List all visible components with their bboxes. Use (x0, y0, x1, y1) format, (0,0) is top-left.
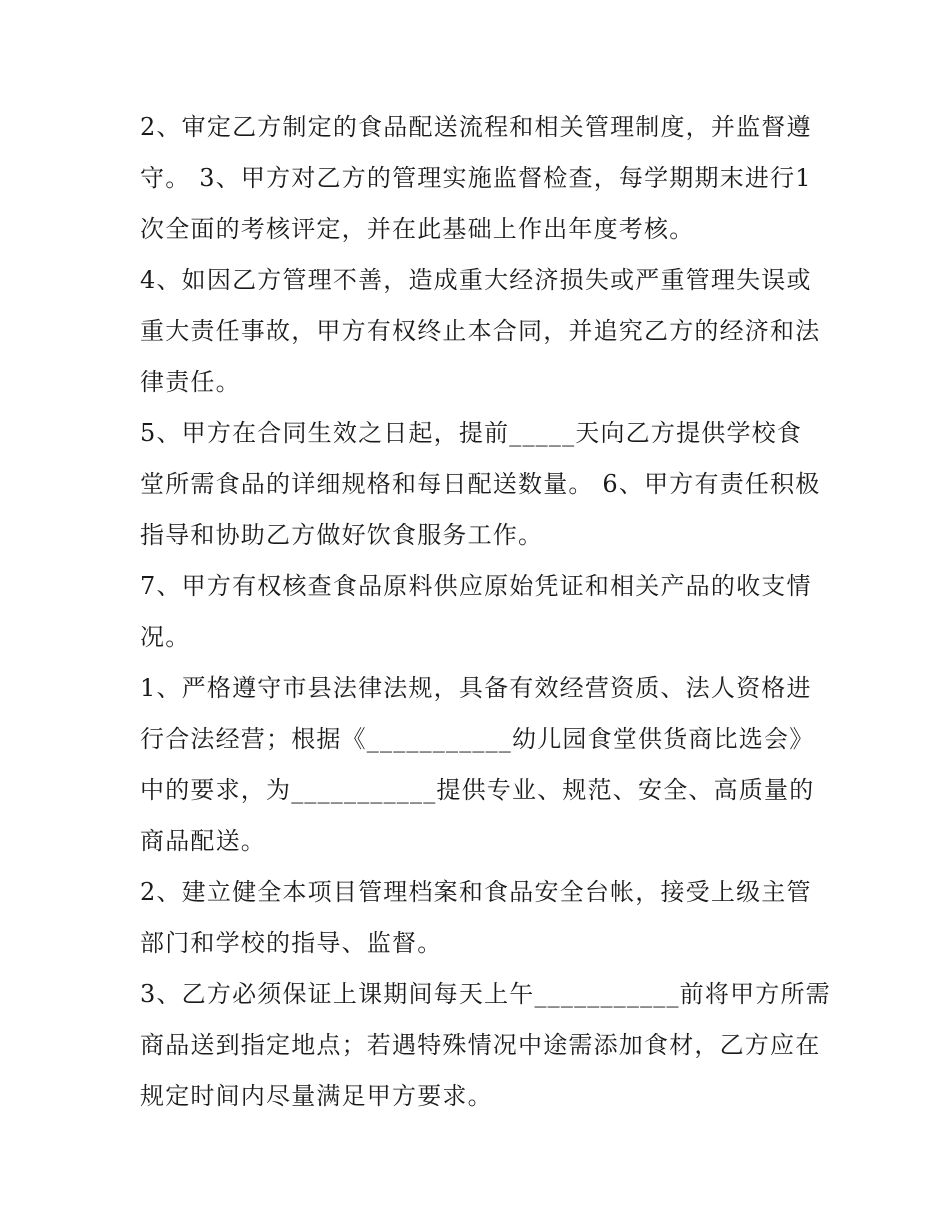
text-line: 商品送到指定地点；若遇特殊情况中途需添加食材，乙方应在 (140, 1031, 821, 1059)
text-line: 律责任。 (140, 368, 241, 396)
text-line: 2、审定乙方制定的食品配送流程和相关管理制度，并监督遵 (140, 113, 812, 141)
text-line: 7、甲方有权核查食品原料供应原始凭证和相关产品的收支情 (140, 572, 812, 600)
text-line: 堂所需食品的详细规格和每日配送数量。 6、甲方有责任积极 (140, 470, 821, 498)
text-line: 规定时间内尽量满足甲方要求。 (140, 1082, 493, 1110)
text-line: 2、建立健全本项目管理档案和食品安全台帐，接受上级主管 (140, 878, 812, 906)
text-line: 次全面的考核评定，并在此基础上作出年度考核。 (140, 215, 695, 243)
text-line: 行合法经营；根据《___________幼儿园食堂供货商比选会》 (140, 725, 815, 753)
text-line: 部门和学校的指导、监督。 (140, 929, 443, 957)
text-line: 5、甲方在合同生效之日起，提前_____天向乙方提供学校食 (140, 419, 803, 447)
document-body (140, 102, 831, 1122)
text-line: 中的要求，为___________提供专业、规范、安全、高质量的 (140, 776, 815, 804)
text-line: 3、乙方必须保证上课期间每天上午___________前将甲方所需 (140, 980, 831, 1008)
text-line: 指导和协助乙方做好饮食服务工作。 (140, 521, 544, 549)
text-line: 1、严格遵守市县法律法规，具备有效经营资质、法人资格进 (140, 674, 812, 702)
text-line: 重大责任事故，甲方有权终止本合同，并追究乙方的经济和法 (140, 317, 821, 345)
text-line: 守。 3、甲方对乙方的管理实施监督检查，每学期期末进行1 (140, 164, 812, 192)
text-line: 况。 (140, 623, 191, 651)
text-line: 商品配送。 (140, 827, 266, 855)
text-line: 4、如因乙方管理不善，造成重大经济损失或严重管理失误或 (140, 266, 812, 294)
